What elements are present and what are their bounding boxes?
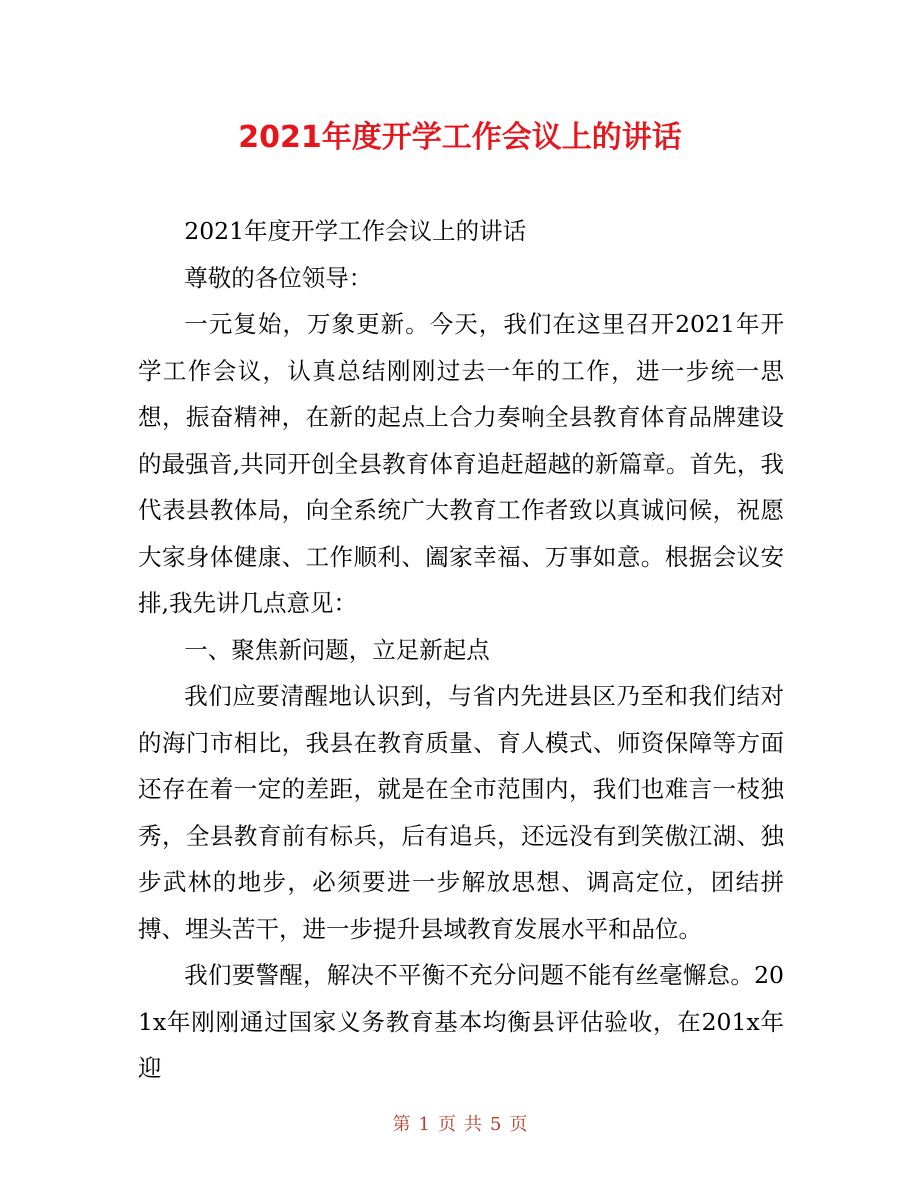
document-title: 2021年度开学工作会议上的讲话 xyxy=(238,120,682,155)
document-body xyxy=(138,208,784,1092)
paragraph-salutation: 尊敬的各位领导： xyxy=(184,263,373,292)
footer-page-total: 5 xyxy=(490,1114,502,1135)
paragraph-subtitle: 2021年度开学工作会议上的讲话 xyxy=(184,217,527,245)
footer-di: 第 xyxy=(392,1114,411,1135)
footer-page-current: 1 xyxy=(418,1114,430,1135)
section-heading-1: 一、聚焦新问题，立足新起点 xyxy=(184,635,490,664)
footer-ye: 页 xyxy=(438,1114,456,1135)
footer-gong: 共 xyxy=(464,1114,482,1135)
paragraph-body: 我们要警醒，解决不平衡不充分问题不能有丝毫懈怠。201x年刚刚通过国家义务教育基本均衡县评估验收，在201x年迎 xyxy=(138,961,784,1082)
footer-ye: 页 xyxy=(509,1114,528,1135)
page-footer xyxy=(0,1112,920,1138)
paragraph-opening: 一元复始，万象更新。今天，我们在这里召开2021年开学工作会议，认真总结刚刚过去一年的工作，进一步统一思想，振奋精神，在新的起点上合力奏响全县教育体育品牌建设的最强音,共同开创全县教育体育追赶超越的新篇章。首先，我代表县教体局，向全系统广大教育工作者致以真诚问候，祝愿大家身体健康、工作顺利、阖家幸福、万事如意。根据会议安排,我先讲几点意见： xyxy=(138,310,784,617)
paragraph-body: 我们应要清醒地认识到，与省内先进县区乃至和我们结对的海门市相比，我县在教育质量、育人模式、师资保障等方面还存在着一定的差距，就是在全市范围内，我们也难言一枝独秀，全县教育前有标兵，后有追兵，还远没有到笑傲江湖、独步武林的地步，必须要进一步解放思想、调高定位，团结拼搏、埋头苦干，进一步提升县域教育发展水平和品位。 xyxy=(138,682,784,943)
